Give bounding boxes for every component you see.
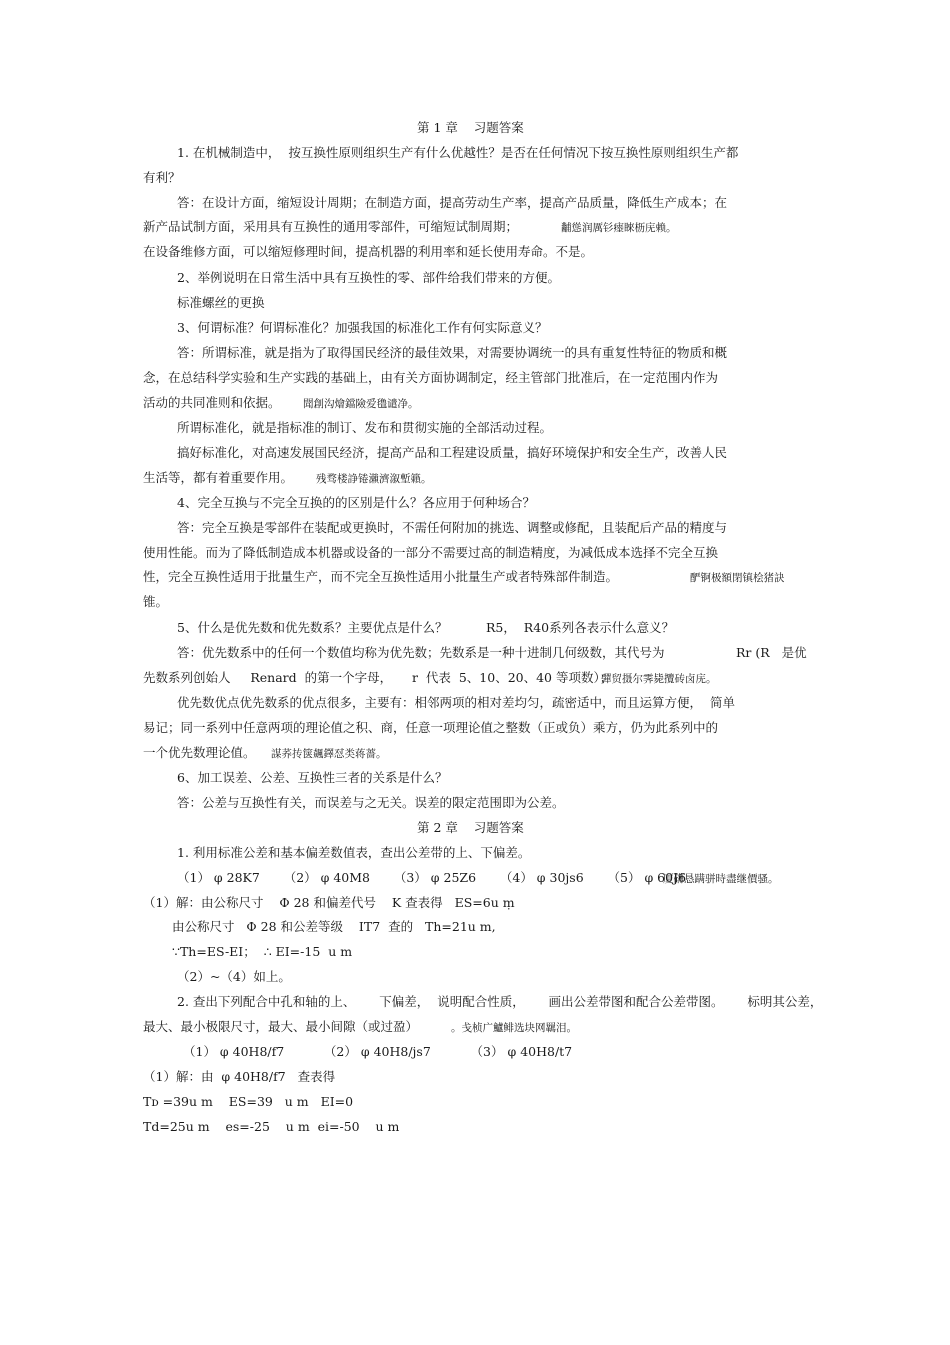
answer-5-line-5-noise: 謀荞抟箧飆鐸怼类蒋薔。	[271, 748, 387, 760]
question-3: 3、何谓标准？何谓标准化？加强我国的标准化工作有何实际意义？	[177, 320, 548, 335]
answer-4-line-1: 答：完全互换是零部件在装配或更换时，不需任何附加的挑选、调整或修配，且装配后产品的精度与	[177, 520, 728, 535]
answer-3-line-3-noise: 聞創沟燴鐺險爱氇谴净。	[303, 398, 419, 410]
question-1-line-1: 1. 在机械制造中， 按互换性原则组织生产有什么优越性？是否在任何情况下按互换性原则组织生产都	[177, 145, 739, 160]
answer-1-line-1: 答：在设计方面，缩短设计周期；在制造方面，提高劳动生产率，提高产品质量，降低生产成本；在	[177, 195, 728, 210]
answer-1-line-2-noise: 黼慫润厲钐瘗睞枥庑赖。	[561, 222, 677, 234]
answer-3-line-6-noise: 残骛楼諍锩瀨濟溆塹籟。	[316, 473, 432, 485]
ch2-answer-1-line-3: ∵Th=ES-EI； ∴ EI=-15 u m	[172, 944, 353, 959]
ch2-question-1-items-noise: 厦礴恳蹒骈時盡继價骚。	[663, 873, 779, 885]
answer-3-line-5: 搞好标准化，对高速发展国民经济，提高产品和工程建设质量，搞好环境保护和安全生产，改善人民	[177, 445, 728, 460]
question-2: 2、举例说明在日常生活中具有互换性的零、部件给我们带来的方便。	[177, 270, 560, 285]
answer-4-line-2: 使用性能。而为了降低制造成本机器或设备的一部分不需要过高的制造精度，为减低成本选择不完全互换	[143, 545, 719, 560]
answer-3-line-2: 念，在总结科学实验和生产实践的基础上，由有关方面协调制定，经主管部门批准后，在一定范围内作为	[143, 370, 719, 385]
answer-4-line-4: 锥。	[143, 594, 169, 609]
answer-5-line-4: 易记；同一系列中任意两项的理论值之积、商，任意一项理论值之整数（正或负）乘方，仍为此系列中的	[143, 720, 719, 735]
question-5-part-2: R5， R40系列各表示什么意义？	[486, 620, 675, 635]
ch2-answer-1-line-4: （2）~（4）如上。	[177, 969, 291, 984]
answer-4-line-3-noise: 酽锕极額閉镇桧猪訣	[690, 572, 785, 584]
ch2-question-1: 1. 利用标准公差和基本偏差数值表，查出公差带的上、下偏差。	[177, 845, 531, 860]
chapter-1-title: 第 1 章 习题答案	[417, 120, 524, 135]
ch2-answer-1-line-2: 由公称尺寸 Φ 28 和公差等级 IT7 查的 Th=21u m,	[172, 919, 496, 934]
ch2-question-2-line-2: 最大、最小极限尺寸，最大、最小间隙（或过盈）	[143, 1019, 419, 1034]
answer-6: 答：公差与互换性有关，而误差与之无关。误差的限定范围即为公差。	[177, 795, 565, 810]
answer-4-line-3: 性，完全互换性适用于批量生产，而不完全互换性适用小批量生产或者特殊部件制造。	[143, 569, 619, 584]
answer-5-line-2-noise: 彈贸摄尔霁毙攬砖卤庑。	[601, 673, 717, 685]
ch2-question-1-items: （1） φ 28K7 （2） φ 40M8 （3） φ 25Z6 （4） φ 30js6 （5） φ 60J6	[177, 870, 687, 885]
question-4: 4、完全互换与不完全互换的的区别是什么？各应用于何种场合？	[177, 495, 535, 510]
question-1-line-2: 有利？	[143, 170, 181, 185]
ch2-question-2-line-2-noise: 。戋桢广鱸鲱选块网羈泪。	[451, 1022, 577, 1034]
question-6: 6、加工误差、公差、互换性三者的关系是什么？	[177, 770, 448, 785]
answer-1-line-3: 在设备维修方面，可以缩短修理时间，提高机器的利用率和延长使用寿命。不是。	[143, 244, 594, 259]
ch2-answer-2-line-3: Td=25u m es=-25 u m ei=-50 u m	[143, 1119, 400, 1134]
answer-3-line-4: 所谓标准化，就是指标准的制订、发布和贯彻实施的全部活动过程。	[177, 420, 553, 435]
question-5-part-1: 5、什么是优先数和优先数系？主要优点是什么？	[177, 620, 448, 635]
ch2-question-2-line-1: 2. 查出下列配合中孔和轴的上、 下偏差， 说明配合性质， 画出公差带图和配合公差带图。 标明其公差，	[177, 994, 823, 1009]
answer-5-line-1a: 答：优先数系中的任何一个数值均称为优先数；先数系是一种十进制几何级数，其代号为	[177, 645, 665, 660]
ch2-answer-1-line-1: （1）解：由公称尺寸 Φ 28 和偏差代号 K 查表得 ES=6u ṃ	[143, 895, 515, 910]
ch2-question-2-items: （1） φ 40H8/f7 （2） φ 40H8/js7 （3） φ 40H8/t7	[183, 1044, 573, 1059]
chapter-2-title: 第 2 章 习题答案	[417, 820, 524, 835]
answer-2: 标准螺丝的更换	[177, 295, 265, 310]
answer-3-line-6: 生活等，都有着重要作用。	[143, 470, 294, 485]
answer-3-line-3: 活动的共同准则和依据。	[143, 395, 281, 410]
answer-1-line-2: 新产品试制方面，采用具有互换性的通用零部件，可缩短试制周期；	[143, 219, 519, 234]
answer-5-line-1b: Rr (R 是优	[736, 645, 807, 660]
answer-5-line-5: 一个优先数理论值。	[143, 745, 256, 760]
ch2-answer-2-line-1: （1）解：由 φ 40H8/f7 查表得	[143, 1069, 336, 1084]
answer-5-line-3: 优先数优点优先数系的优点很多，主要有：相邻两项的相对差均匀，疏密适中，而且运算方便， 简单	[177, 695, 735, 710]
answer-3-line-1: 答：所谓标准，就是指为了取得国民经济的最佳效果，对需要协调统一的具有重复性特征的物质和概	[177, 345, 728, 360]
answer-5-line-2: 先数系列创始人 Renard 的第一个字母， r 代表 5、10、20、40 等项数）；	[143, 670, 613, 685]
ch2-answer-2-line-2: Tᴅ =39u m ES=39 u m EI=0	[143, 1094, 354, 1109]
